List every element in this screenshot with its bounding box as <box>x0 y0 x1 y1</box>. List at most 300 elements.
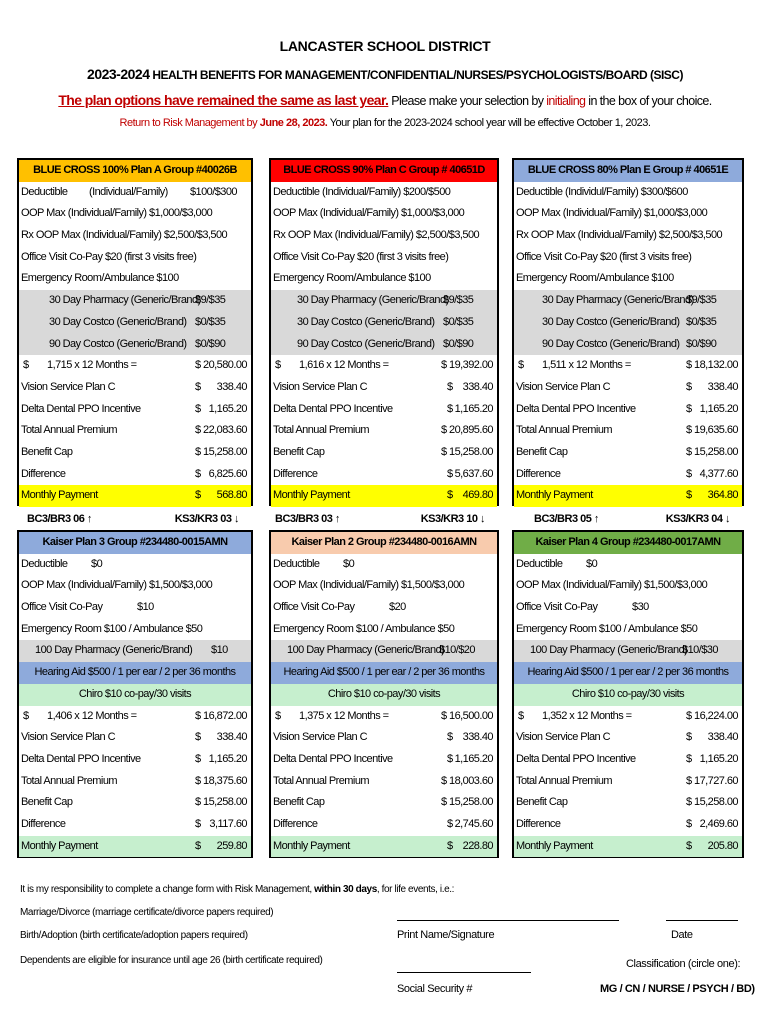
dental-row <box>514 399 742 421</box>
emergency-row <box>271 268 497 290</box>
deductible-label: Deductible <box>273 557 320 570</box>
emergency-row-text: Emergency Room/Ambulance $100 <box>273 272 431 285</box>
pharmacy-100-row-label: 100 Day Pharmacy (Generic/Brand) <box>35 644 193 657</box>
dental-row <box>271 399 497 421</box>
monthly-payment-row-dollar: $ <box>686 839 692 852</box>
premium-calc: 1,616 x 12 Months = <box>299 359 389 372</box>
plan-box-kaiser-3[interactable] <box>17 530 253 858</box>
premium-dollar: $ <box>23 359 29 372</box>
monthly-payment-row <box>514 836 742 858</box>
monthly-payment-row-label: Monthly Payment <box>516 839 593 852</box>
emergency-row <box>19 268 251 290</box>
premium-annual: $ 16,500.00 <box>440 709 493 722</box>
premium-row <box>271 706 497 728</box>
costco-90-row-label: 90 Day Costco (Generic/Brand) <box>542 337 680 350</box>
pharmacy-30-row-value: $9/$35 <box>686 294 717 307</box>
costco-90-row-label: 90 Day Costco (Generic/Brand) <box>49 337 187 350</box>
benefit-cap-row-value: 15,258.00 <box>694 445 738 458</box>
difference-row-dollar: $ <box>447 467 453 480</box>
benefit-cap-row-label: Benefit Cap <box>21 796 73 809</box>
emergency-row-text: Emergency Room $100 / Ambulance $50 <box>21 622 203 635</box>
premium-calc: 1,715 x 12 Months = <box>47 359 137 372</box>
premium-dollar: $ <box>518 709 524 722</box>
notice-line <box>0 92 770 108</box>
total-premium-row-value: $ 18,003.60 <box>440 774 493 787</box>
dental-row-label: Delta Dental PPO Incentive <box>516 402 636 415</box>
pharmacy-30-row-value: $9/$35 <box>195 294 226 307</box>
classification-options[interactable]: MG / CN / NURSE / PSYCH / BD) <box>600 983 755 995</box>
pharmacy-100-row-value: $10 <box>211 644 228 657</box>
premium-calc: 1,511 x 12 Months = <box>542 359 631 372</box>
difference-row-dollar: $ <box>686 467 692 480</box>
vision-row-value: 338.40 <box>707 380 738 393</box>
monthly-payment-row-dollar: $ <box>195 489 201 502</box>
premium-annual-dollar: $ <box>195 709 201 722</box>
oop-row <box>271 575 497 597</box>
deductible-row <box>514 182 742 204</box>
deductible-value: $0 <box>586 557 598 570</box>
monthly-payment-row <box>271 485 497 507</box>
office-visit-value: $20 <box>389 601 406 614</box>
premium-annual: 16,224.00 <box>694 709 738 722</box>
deductible-row <box>19 554 251 576</box>
rx-oop-row-text: Rx OOP Max (Individual/Family) $2,500/$3,500 <box>21 229 228 242</box>
pharmacy-100-row <box>271 640 497 662</box>
dental-row <box>271 749 497 771</box>
notice-main: The plan options have remained the same as last year. <box>58 92 389 108</box>
plan-title: BLUE CROSS 100% Plan A Group #40026B <box>19 160 251 182</box>
subtitle-text: HEALTH BENEFITS FOR MANAGEMENT/CONFIDENTIAL/NURSES/PSYCHOLOGISTS/BOARD (SISC) <box>152 68 683 82</box>
difference-row-dollar: $ <box>195 467 201 480</box>
notice-initialing: initialing <box>546 94 586 108</box>
monthly-payment-row-value: 205.80 <box>707 839 738 852</box>
office-visit-row <box>271 247 497 269</box>
codes-row-3 <box>512 509 744 529</box>
oop-row-text: OOP Max (Individual/Family) $1,000/$3,000 <box>516 207 708 220</box>
vision-row-label: Vision Service Plan C <box>21 731 116 744</box>
dental-row-label: Delta Dental PPO Incentive <box>516 752 636 765</box>
difference-row <box>19 464 251 486</box>
dental-row-dollar: $ <box>195 402 201 415</box>
vision-row-dollar: $ <box>195 731 201 744</box>
dental-row-dollar: $ <box>686 752 692 765</box>
difference-row-value: 6,825.60 <box>208 467 247 480</box>
total-premium-row <box>271 420 497 442</box>
oop-row-text: OOP Max (Individual/Family) $1,500/$3,000 <box>516 579 708 592</box>
pharmacy-100-row-value: $10/$30 <box>682 644 718 657</box>
plan-box-blue-cross-e[interactable] <box>512 158 744 506</box>
deductible-value: $100/$300 <box>189 185 237 198</box>
total-premium-row-label: Total Annual Premium <box>273 424 369 437</box>
vision-row <box>19 377 251 399</box>
total-premium-row-label: Total Annual Premium <box>516 774 612 787</box>
deductible-label: Deductible (Individual/Family) $200/$500 <box>273 185 451 198</box>
benefit-cap-row-label: Benefit Cap <box>21 445 73 458</box>
costco-90-row-value: $0/$90 <box>686 337 717 350</box>
benefit-cap-row-dollar: $ <box>686 796 692 809</box>
benefit-cap-row-value: 15,258.00 <box>203 796 247 809</box>
monthly-payment-row <box>19 836 251 858</box>
plan-title: Kaiser Plan 2 Group #234480-0016AMN <box>271 532 497 554</box>
rx-oop-row-text: Rx OOP Max (Individual/Family) $2,500/$3,500 <box>516 229 723 242</box>
premium-dollar: $ <box>23 709 29 722</box>
monthly-payment-row-dollar: $ <box>686 489 692 502</box>
chiro-row: Chiro $10 co-pay/30 visits <box>271 684 497 706</box>
office-visit-label: Office Visit Co-Pay <box>21 601 103 614</box>
pharmacy-30-row-label: 30 Day Pharmacy (Generic/Brand) <box>542 294 694 307</box>
oop-row-text: OOP Max (Individual/Family) $1,000/$3,000 <box>21 207 213 220</box>
deductible-label: Deductible <box>516 557 563 570</box>
vision-row-value: 338.40 <box>462 731 493 744</box>
costco-90-row <box>514 334 742 356</box>
benefit-cap-row-label: Benefit Cap <box>516 796 568 809</box>
difference-row-label: Difference <box>516 467 561 480</box>
difference-row-value: 4,377.60 <box>699 467 738 480</box>
deductible-mid: (Individual/Family) <box>89 185 168 198</box>
office-visit-row <box>271 597 497 619</box>
pharmacy-100-row-label: 100 Day Pharmacy (Generic/Brand) <box>530 644 688 657</box>
date-label: Date <box>671 929 693 941</box>
benefit-cap-row-value: $ 15,258.00 <box>440 445 493 458</box>
vision-row <box>514 727 742 749</box>
signature-line[interactable] <box>397 920 619 921</box>
chiro-row: Chiro $10 co-pay/30 visits <box>19 684 251 706</box>
premium-row <box>271 355 497 377</box>
premium-annual: 18,132.00 <box>694 359 738 372</box>
emergency-row-text: Emergency Room/Ambulance $100 <box>21 272 179 285</box>
difference-row-label: Difference <box>21 467 66 480</box>
emergency-row <box>271 619 497 641</box>
benefit-cap-row <box>514 792 742 814</box>
premium-row <box>19 706 251 728</box>
costco-30-row-value: $0/$35 <box>686 315 717 328</box>
costco-90-row-value: $0/$90 <box>195 337 226 350</box>
footer-line-3: Birth/Adoption (birth certificate/adoption papers required) <box>20 930 248 941</box>
vision-row-label: Vision Service Plan C <box>21 380 116 393</box>
deductible-row <box>514 554 742 576</box>
monthly-payment-row-value: 469.80 <box>462 489 493 502</box>
dental-row <box>514 749 742 771</box>
deductible-value: $0 <box>91 557 103 570</box>
oop-row <box>19 203 251 225</box>
vision-row-dollar: $ <box>447 731 453 744</box>
pharmacy-100-row <box>19 640 251 662</box>
costco-30-row-value: $0/$35 <box>195 315 226 328</box>
costco-30-row-label: 30 Day Costco (Generic/Brand) <box>297 315 435 328</box>
rx-oop-row <box>271 225 497 247</box>
ssn-line[interactable] <box>397 972 531 973</box>
vision-row <box>19 727 251 749</box>
monthly-payment-row-label: Monthly Payment <box>273 489 350 502</box>
vision-row-value: 338.40 <box>707 731 738 744</box>
benefit-cap-row-label: Benefit Cap <box>516 445 568 458</box>
premium-annual: 20,580.00 <box>203 359 247 372</box>
hearing-aid-row: Hearing Aid $500 / 1 per ear / 2 per 36 months <box>514 662 742 684</box>
vision-row-label: Vision Service Plan C <box>516 731 611 744</box>
office-visit-row-text: Office Visit Co-Pay $20 (first 3 visits free) <box>273 250 449 263</box>
oop-row <box>514 203 742 225</box>
oop-row <box>271 203 497 225</box>
oop-row <box>514 575 742 597</box>
oop-row-text: OOP Max (Individual/Family) $1,500/$3,000 <box>21 579 213 592</box>
total-premium-row <box>514 420 742 442</box>
monthly-payment-row-label: Monthly Payment <box>516 489 593 502</box>
benefit-cap-row-label: Benefit Cap <box>273 445 325 458</box>
footer-line-1-bold: within 30 days <box>314 884 377 895</box>
emergency-row <box>514 268 742 290</box>
code-right-2: KS3/KR3 10 ↓ <box>420 513 485 525</box>
total-premium-row-dollar: $ <box>686 424 692 437</box>
dental-row-dollar: $ <box>686 402 692 415</box>
benefits-subtitle <box>0 66 770 82</box>
office-visit-row <box>514 597 742 619</box>
hearing-aid-row: Hearing Aid $500 / 1 per ear / 2 per 36 months <box>271 662 497 684</box>
codes-row-2 <box>269 509 499 529</box>
total-premium-row <box>514 771 742 793</box>
plan-year: 2023-2024 <box>87 66 150 82</box>
benefit-cap-row-dollar: $ <box>195 445 201 458</box>
code-left-3: BC3/BR3 05 ↑ <box>534 513 599 525</box>
difference-row-value: 2,469.60 <box>699 817 738 830</box>
total-premium-row <box>271 771 497 793</box>
difference-row-label: Difference <box>21 817 66 830</box>
date-line[interactable] <box>666 920 738 921</box>
benefit-cap-row <box>271 442 497 464</box>
costco-30-row-value: $0/$35 <box>443 315 474 328</box>
plan-box-kaiser-4[interactable] <box>512 530 744 858</box>
total-premium-row-value: 18,375.60 <box>203 774 247 787</box>
vision-row-dollar: $ <box>195 380 201 393</box>
total-premium-row-value: 19,635.60 <box>694 424 738 437</box>
monthly-payment-row-value: 364.80 <box>707 489 738 502</box>
premium-annual-dollar: $ <box>686 359 692 372</box>
pharmacy-100-row-label: 100 Day Pharmacy (Generic/Brand) <box>287 644 445 657</box>
costco-90-row <box>19 334 251 356</box>
dental-row-value: 1,165.20 <box>208 402 247 415</box>
dental-row-value: 1,165.20 <box>454 402 493 415</box>
vision-row <box>271 727 497 749</box>
office-visit-value: $10 <box>137 601 154 614</box>
monthly-payment-row-dollar: $ <box>195 839 201 852</box>
monthly-payment-row-label: Monthly Payment <box>21 839 98 852</box>
monthly-payment-row <box>514 485 742 507</box>
premium-row <box>19 355 251 377</box>
total-premium-row-dollar: $ <box>686 774 692 787</box>
difference-row <box>271 464 497 486</box>
notice-pre: Please make your selection by <box>391 94 544 108</box>
office-visit-row <box>514 247 742 269</box>
total-premium-row-value: $ 20,895.60 <box>440 424 493 437</box>
deductible-label: Deductible <box>21 185 68 198</box>
return-date: June 28, 2023. <box>259 117 328 129</box>
office-visit-value: $30 <box>632 601 649 614</box>
code-right-1: KS3/KR3 03 ↓ <box>174 513 239 525</box>
plan-title: BLUE CROSS 90% Plan C Group # 40651D <box>271 160 497 182</box>
difference-row <box>19 814 251 836</box>
benefit-cap-row <box>19 792 251 814</box>
vision-row-value: 338.40 <box>462 380 493 393</box>
costco-90-row-label: 90 Day Costco (Generic/Brand) <box>297 337 435 350</box>
vision-row-label: Vision Service Plan C <box>273 380 368 393</box>
plan-box-blue-cross-a[interactable] <box>17 158 253 506</box>
dental-row-value: 1,165.20 <box>454 752 493 765</box>
benefit-cap-row-value: $ 15,258.00 <box>440 796 493 809</box>
district-title: LANCASTER SCHOOL DISTRICT <box>279 38 491 54</box>
plan-box-blue-cross-c[interactable] <box>269 158 499 506</box>
return-rest: Your plan for the 2023-2024 school year will be effective October 1, 2023. <box>329 117 651 129</box>
office-visit-row <box>19 247 251 269</box>
premium-dollar: $ <box>518 359 524 372</box>
difference-row-value: 3,117.60 <box>209 817 247 830</box>
dental-row-label: Delta Dental PPO Incentive <box>273 402 393 415</box>
deductible-label: Deductible <box>21 557 68 570</box>
total-premium-row <box>19 771 251 793</box>
dental-row-dollar: $ <box>447 402 453 415</box>
codes-row-1 <box>17 509 253 529</box>
difference-row-label: Difference <box>273 817 318 830</box>
difference-row-value: 5,637.60 <box>454 467 493 480</box>
rx-oop-row <box>514 225 742 247</box>
costco-90-row <box>271 334 497 356</box>
classification-label: Classification (circle one): <box>626 958 741 970</box>
ssn-label: Social Security # <box>397 983 473 995</box>
deductible-row <box>19 182 251 204</box>
total-premium-row-label: Total Annual Premium <box>273 774 369 787</box>
total-premium-row-label: Total Annual Premium <box>21 424 117 437</box>
oop-row-text: OOP Max (Individual/Family) $1,500/$3,000 <box>273 579 465 592</box>
total-premium-row <box>19 420 251 442</box>
deductible-row <box>271 554 497 576</box>
benefit-cap-row-value: 15,258.00 <box>694 796 738 809</box>
premium-annual: 16,872.00 <box>203 709 247 722</box>
premium-annual: $ 19,392.00 <box>440 359 493 372</box>
costco-90-row-value: $0/$90 <box>443 337 474 350</box>
deductible-row <box>271 182 497 204</box>
pharmacy-100-row <box>514 640 742 662</box>
total-premium-row-label: Total Annual Premium <box>516 424 612 437</box>
costco-30-row-label: 30 Day Costco (Generic/Brand) <box>49 315 187 328</box>
footer-line-1 <box>20 884 454 895</box>
vision-row <box>514 377 742 399</box>
return-red: Return to Risk Management by <box>119 117 258 129</box>
footer-line-1-post: , for life events, i.e.: <box>376 884 454 895</box>
pharmacy-30-row <box>19 290 251 312</box>
costco-30-row <box>271 312 497 334</box>
emergency-row-text: Emergency Room $100 / Ambulance $50 <box>516 622 698 635</box>
dental-row-label: Delta Dental PPO Incentive <box>21 752 141 765</box>
premium-row <box>514 706 742 728</box>
vision-row-label: Vision Service Plan C <box>273 731 368 744</box>
vision-row <box>271 377 497 399</box>
monthly-payment-row <box>271 836 497 858</box>
premium-annual-dollar: $ <box>686 709 692 722</box>
footer-line-1-pre: It is my responsibility to complete a change form with Risk Management, <box>20 884 312 895</box>
monthly-payment-row-dollar: $ <box>447 839 453 852</box>
pharmacy-30-row-value: $9/$35 <box>443 294 474 307</box>
costco-30-row-label: 30 Day Costco (Generic/Brand) <box>542 315 680 328</box>
vision-row-dollar: $ <box>447 380 453 393</box>
pharmacy-30-row <box>271 290 497 312</box>
costco-30-row <box>514 312 742 334</box>
emergency-row <box>514 619 742 641</box>
monthly-payment-row-value: 568.80 <box>216 489 247 502</box>
deductible-value: $0 <box>343 557 355 570</box>
code-left-1: BC3/BR3 06 ↑ <box>27 513 92 525</box>
print-name-label: Print Name/Signature <box>397 929 495 941</box>
oop-row-text: OOP Max (Individual/Family) $1,000/$3,000 <box>273 207 465 220</box>
plan-title: BLUE CROSS 80% Plan E Group # 40651E <box>514 160 742 182</box>
office-visit-label: Office Visit Co-Pay <box>516 601 598 614</box>
office-visit-row-text: Office Visit Co-Pay $20 (first 3 visits free) <box>516 250 692 263</box>
chiro-row: Chiro $10 co-pay/30 visits <box>514 684 742 706</box>
dental-row-label: Delta Dental PPO Incentive <box>273 752 393 765</box>
monthly-payment-row-label: Monthly Payment <box>273 839 350 852</box>
dental-row-value: 1,165.20 <box>699 752 738 765</box>
difference-row-value: 2,745.60 <box>454 817 493 830</box>
costco-30-row <box>19 312 251 334</box>
plan-box-kaiser-2[interactable] <box>269 530 499 858</box>
office-visit-row-text: Office Visit Co-Pay $20 (first 3 visits free) <box>21 250 197 263</box>
emergency-row-text: Emergency Room $100 / Ambulance $50 <box>273 622 455 635</box>
premium-row <box>514 355 742 377</box>
difference-row-dollar: $ <box>686 817 692 830</box>
monthly-payment-row-dollar: $ <box>447 489 453 502</box>
monthly-payment-row-value: 228.80 <box>462 839 493 852</box>
rx-oop-row <box>19 225 251 247</box>
dental-row-label: Delta Dental PPO Incentive <box>21 402 141 415</box>
premium-dollar: $ <box>275 359 281 372</box>
pharmacy-30-row-label: 30 Day Pharmacy (Generic/Brand) <box>297 294 449 307</box>
return-line <box>0 117 770 129</box>
difference-row-label: Difference <box>516 817 561 830</box>
benefit-cap-row-label: Benefit Cap <box>273 796 325 809</box>
emergency-row-text: Emergency Room/Ambulance $100 <box>516 272 674 285</box>
footer-line-4: Dependents are eligible for insurance until age 26 (birth certificate required) <box>20 955 323 966</box>
total-premium-row-label: Total Annual Premium <box>21 774 117 787</box>
office-visit-label: Office Visit Co-Pay <box>273 601 355 614</box>
dental-row <box>19 749 251 771</box>
total-premium-row-dollar: $ <box>195 424 201 437</box>
difference-row <box>514 464 742 486</box>
rx-oop-row-text: Rx OOP Max (Individual/Family) $2,500/$3,500 <box>273 229 480 242</box>
premium-calc: 1,352 x 12 Months = <box>542 709 632 722</box>
hearing-aid-row: Hearing Aid $500 / 1 per ear / 2 per 36 months <box>19 662 251 684</box>
footer-line-2: Marriage/Divorce (marriage certificate/divorce papers required) <box>20 907 274 918</box>
difference-row <box>271 814 497 836</box>
dental-row-dollar: $ <box>195 752 201 765</box>
vision-row-value: 338.40 <box>216 380 247 393</box>
oop-row <box>19 575 251 597</box>
premium-dollar: $ <box>275 709 281 722</box>
benefit-cap-row-value: 15,258.00 <box>203 445 247 458</box>
total-premium-row-value: 22,083.60 <box>203 424 247 437</box>
monthly-payment-row-label: Monthly Payment <box>21 489 98 502</box>
benefit-cap-row <box>19 442 251 464</box>
total-premium-row-dollar: $ <box>195 774 201 787</box>
code-left-2: BC3/BR3 03 ↑ <box>275 513 340 525</box>
monthly-payment-row-value: 259.80 <box>216 839 247 852</box>
pharmacy-30-row-label: 30 Day Pharmacy (Generic/Brand) <box>49 294 201 307</box>
difference-row-dollar: $ <box>195 817 201 830</box>
dental-row-value: 1,165.20 <box>699 402 738 415</box>
difference-row <box>514 814 742 836</box>
total-premium-row-value: 17,727.60 <box>694 774 738 787</box>
emergency-row <box>19 619 251 641</box>
code-right-3: KS3/KR3 04 ↓ <box>665 513 730 525</box>
premium-calc: 1,375 x 12 Months = <box>299 709 389 722</box>
deductible-label: Deductible (Individul/Family) $300/$600 <box>516 185 688 198</box>
benefit-cap-row <box>271 792 497 814</box>
